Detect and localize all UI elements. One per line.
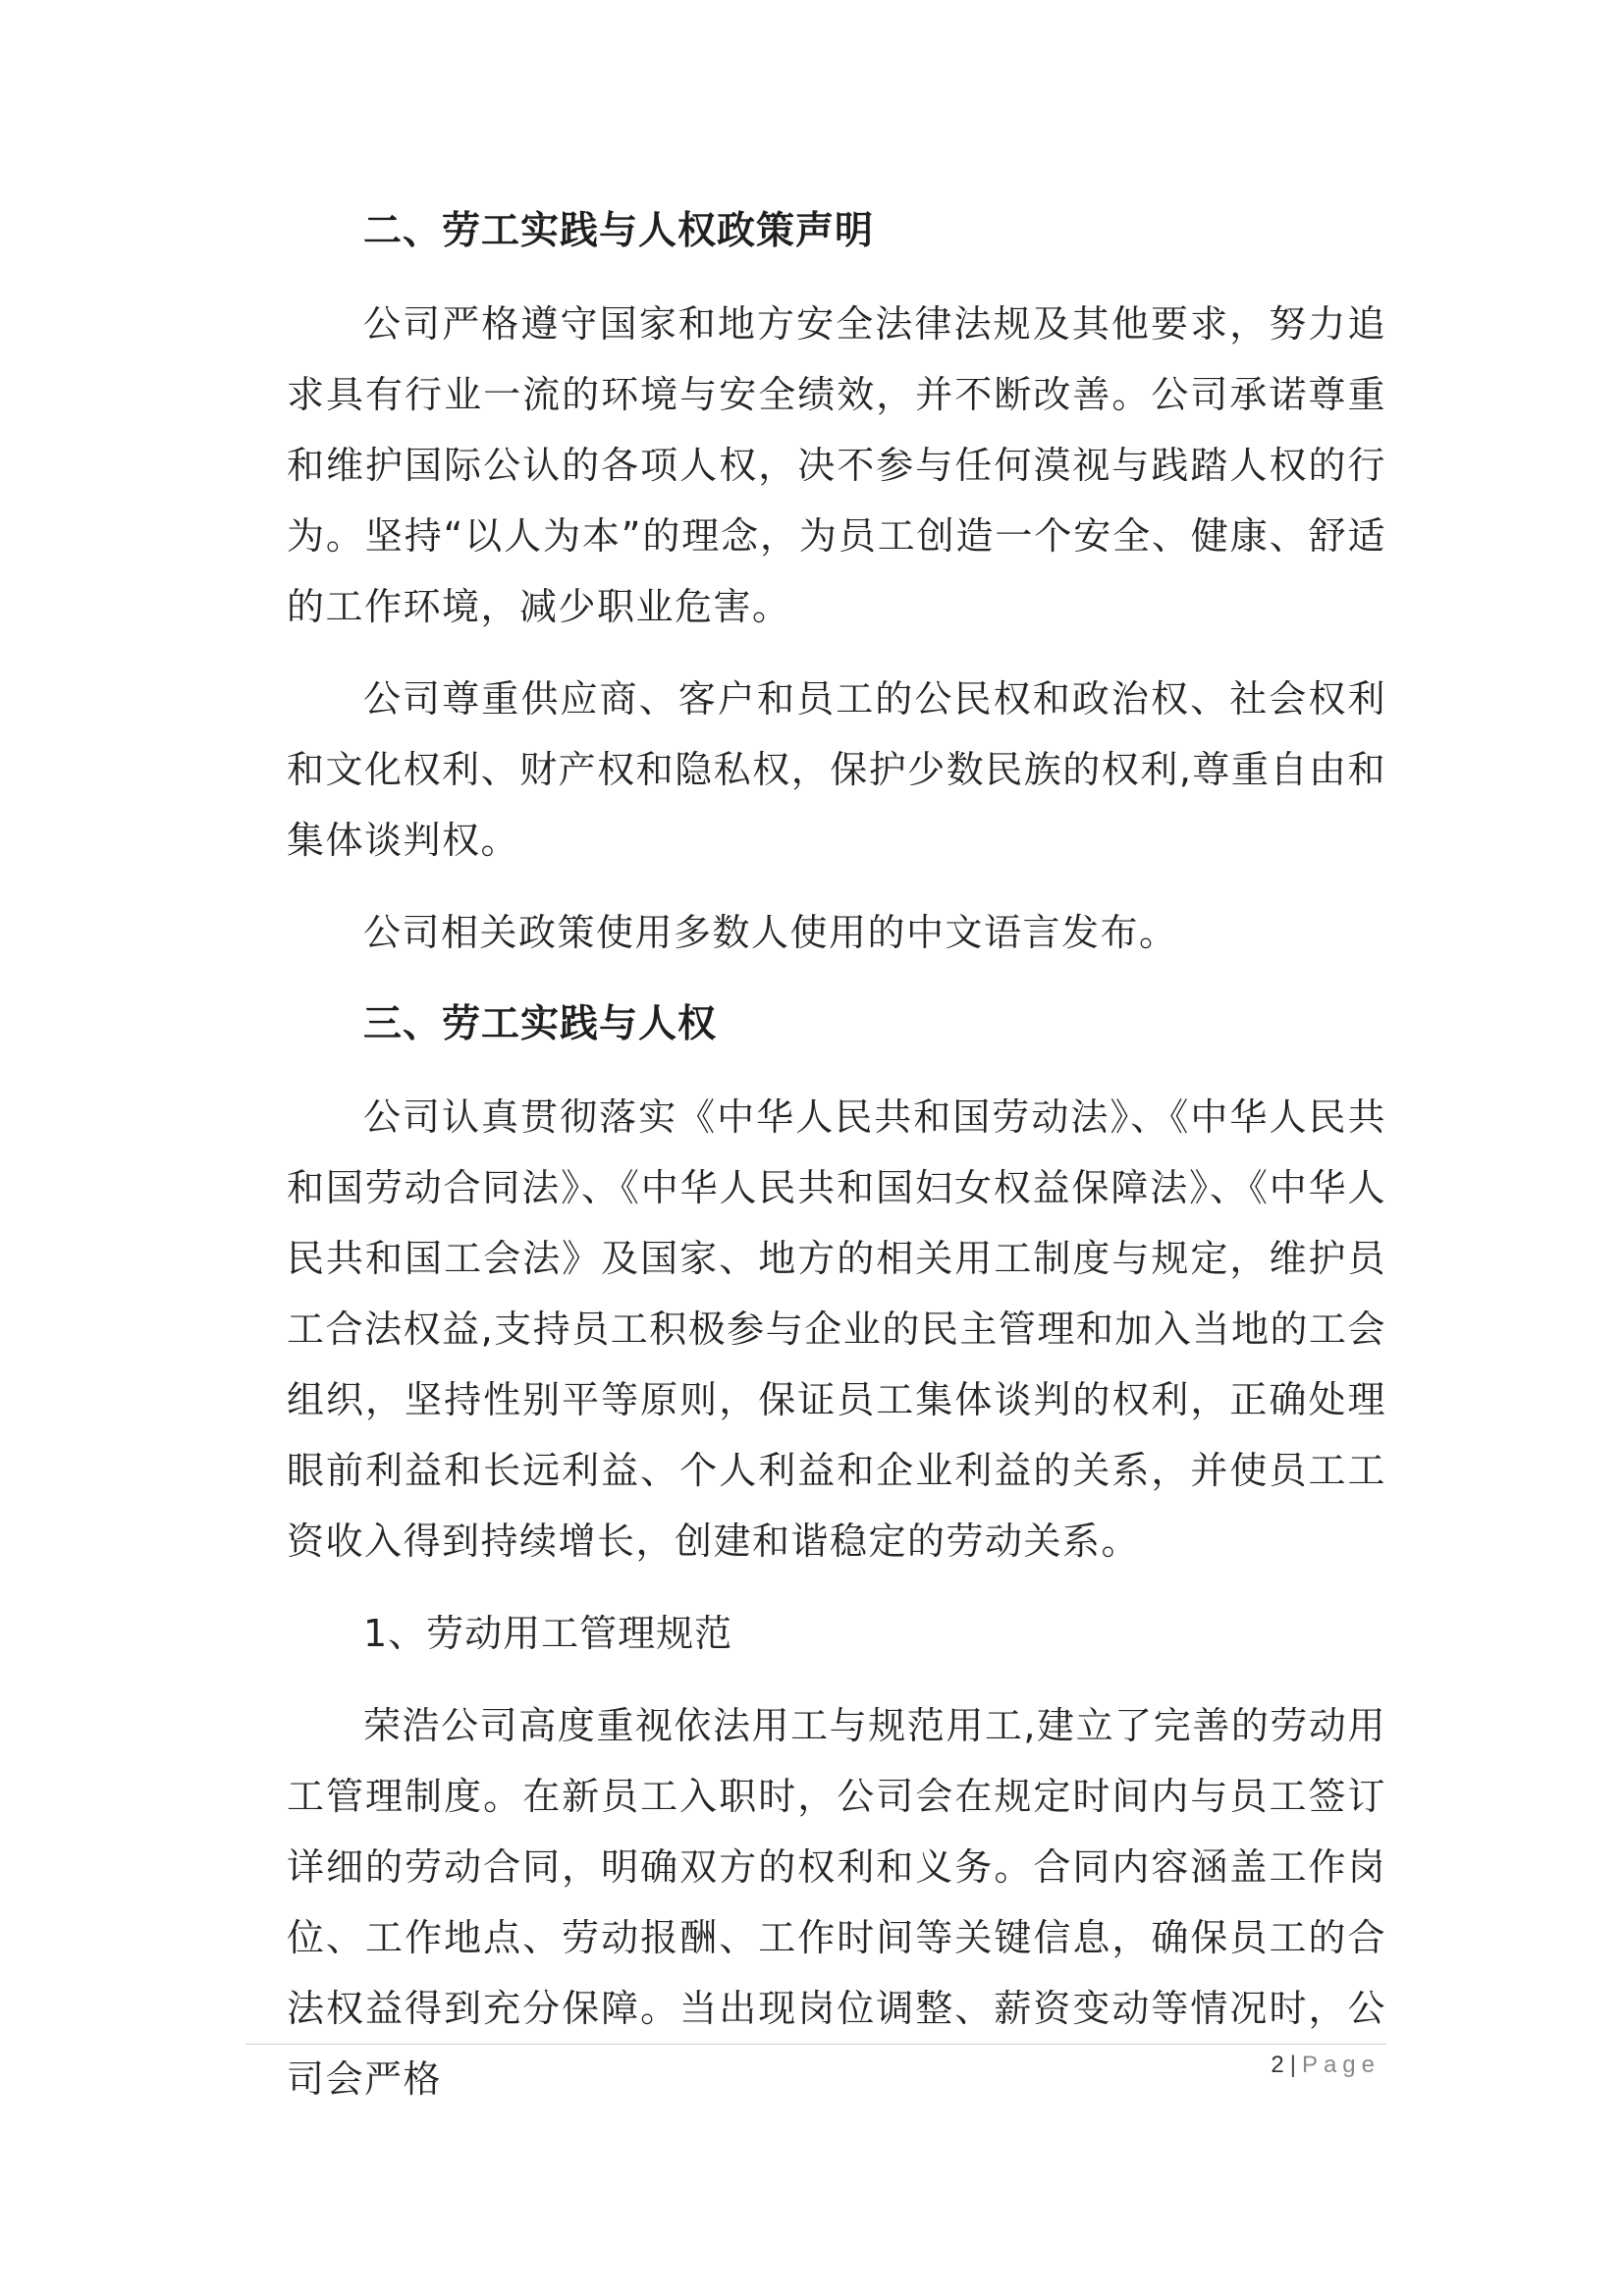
page-content — [287, 196, 1386, 2136]
paragraph-labor-laws: 公司认真贯彻落实《中华人民共和国劳动法》、《中华人民共和国劳动合同法》、《中华人民共和国妇女权益保障法》、《中华人民共和国工会法》及国家、地方的相关用工制度与规定，维护员工合法权益,支持员工积极参与企业的民主管理和加入当地的工会组织，坚持性别平等原则，保证员工集体谈判的权利，正确处理眼前利益和长远利益、个人利益和企业利益的关系，并使员工工资收入得到持续增长，创建和谐稳定的劳动关系。 — [287, 1095, 1386, 1563]
paragraph-language-policy: 公司相关政策使用多数人使用的中文语言发布。 — [363, 911, 1178, 954]
page-number: 2 — [1271, 2052, 1284, 2078]
paragraph-employment-management: 荣浩公司高度重视依法用工与规范用工,建立了完善的劳动用工管理制度。在新员工入职时，公司会在规定时间内与员工签订详细的劳动合同，明确双方的权利和义务。合同内容涵盖工作岗位、工作地点、劳动报酬、工作时间等关键信息，确保员工的合法权益得到充分保障。当出现岗位调整、薪资变动等情况时，公司会严格 — [287, 1704, 1386, 2101]
footer-divider — [245, 2044, 1386, 2045]
paragraph-safety-human-rights: 公司严格遵守国家和地方安全法律法规及其他要求，努力追求具有行业一流的环境与安全绩效，并不断改善。公司承诺尊重和维护国际公认的各项人权，决不参与任何漠视与践踏人权的行为。坚持“以人为本”的理念，为员工创造一个安全、健康、舒适的工作环境，减少职业危害。 — [287, 302, 1386, 628]
page-footer — [1271, 2052, 1380, 2079]
subsection-heading-employment-management: 1、劳动用工管理规范 — [363, 1612, 733, 1655]
section-heading-labor-practice: 三、劳工实践与人权 — [363, 1002, 718, 1046]
footer-separator: | — [1289, 2052, 1296, 2078]
page-label: Page — [1301, 2052, 1380, 2078]
section-heading-policy-statement: 二、劳工实践与人权政策声明 — [363, 209, 875, 253]
paragraph-civil-rights: 公司尊重供应商、客户和员工的公民权和政治权、社会权利和文化权利、财产权和隐私权，保护少数民族的权利,尊重自由和集体谈判权。 — [287, 677, 1386, 862]
